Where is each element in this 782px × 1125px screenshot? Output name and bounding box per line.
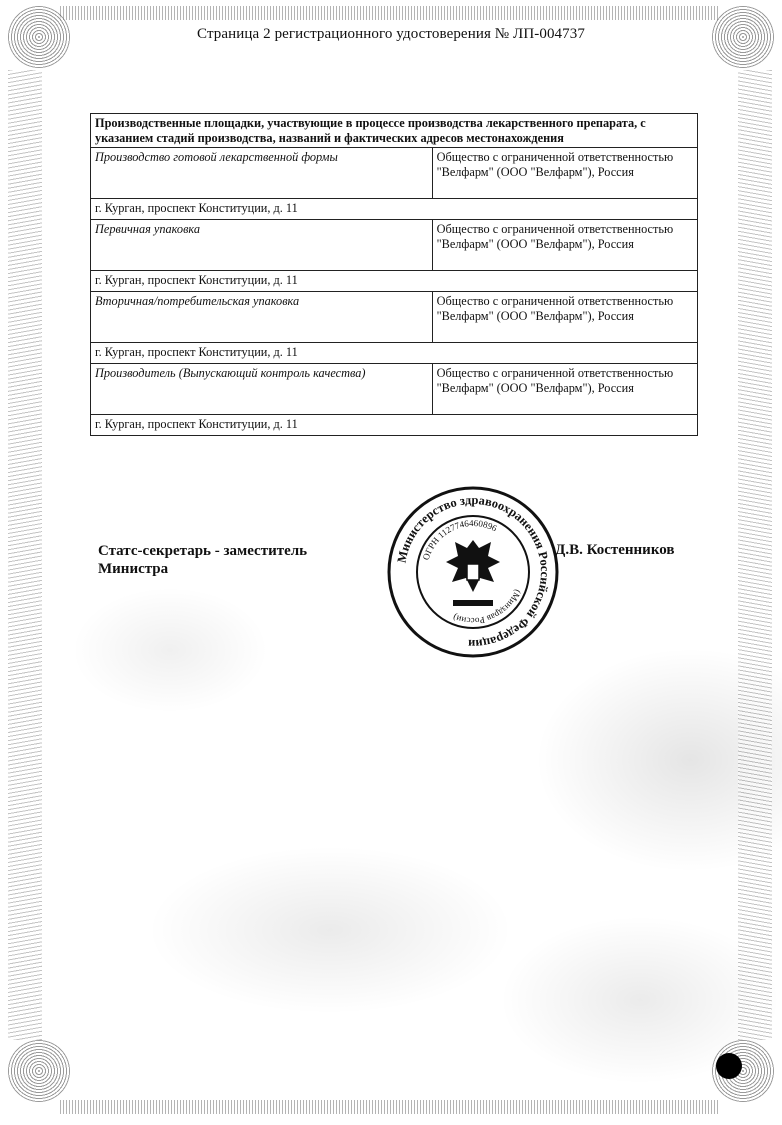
address-cell: г. Курган, проспект Конституции, д. 11 xyxy=(91,415,698,436)
table-heading: Производственные площадки, участвующие в процессе производства лекарственного препарата, с указанием стадий производства, названий и фактических адресов местонахождения xyxy=(91,114,698,148)
table-row xyxy=(91,148,698,199)
table-row xyxy=(91,364,698,415)
seal-ogrn-text: ОГРН 1127746460896 xyxy=(420,517,499,562)
table-row xyxy=(91,199,698,220)
address-cell: г. Курган, проспект Конституции, д. 11 xyxy=(91,343,698,364)
stage-cell: Первичная упаковка xyxy=(91,220,433,271)
ornamental-border-right xyxy=(738,70,772,1040)
table-row xyxy=(91,220,698,271)
svg-text:(Минздрав России) xyxy=(452,588,524,626)
corner-ornament-bottom-left xyxy=(8,1040,70,1102)
official-seal-stamp xyxy=(383,482,563,662)
ornamental-border-left xyxy=(8,70,42,1040)
table-row xyxy=(91,271,698,292)
table-row xyxy=(91,292,698,343)
organization-cell: Общество с ограниченной ответственностью "Велфарм" (ООО "Велфарм"), Россия xyxy=(432,292,697,343)
address-cell: г. Курган, проспект Конституции, д. 11 xyxy=(91,271,698,292)
ornamental-border-top xyxy=(60,6,720,20)
stage-cell: Производитель (Выпускающий контроль качества) xyxy=(91,364,433,415)
organization-cell: Общество с ограниченной ответственностью "Велфарм" (ООО "Велфарм"), Россия xyxy=(432,148,697,199)
production-sites-table xyxy=(90,113,698,436)
coat-of-arms-emblem xyxy=(446,540,500,606)
stage-cell: Вторичная/потребительская упаковка xyxy=(91,292,433,343)
address-cell: г. Курган, проспект Конституции, д. 11 xyxy=(91,199,698,220)
stage-cell: Производство готовой лекарственной формы xyxy=(91,148,433,199)
seal-inner-text: (Минздрав России) xyxy=(451,588,524,627)
black-dot-mark xyxy=(716,1053,742,1079)
signatory-title xyxy=(98,542,307,578)
seal-ring-text: Министерство здравоохранения Российской Федерации xyxy=(394,492,553,652)
organization-cell: Общество с ограниченной ответственностью "Велфарм" (ООО "Велфарм"), Россия xyxy=(432,364,697,415)
signatory-name: Д.В. Костенников xyxy=(555,542,675,558)
signatory-title-line2: Министра xyxy=(98,561,169,577)
organization-cell: Общество с ограниченной ответственностью "Велфарм" (ООО "Велфарм"), Россия xyxy=(432,220,697,271)
page-header: Страница 2 регистрационного удостоверения № ЛП-004737 xyxy=(197,26,585,42)
ornamental-border-bottom xyxy=(60,1100,720,1114)
table-row xyxy=(91,343,698,364)
table-row xyxy=(91,415,698,436)
signatory-title-line1: Статс-секретарь - заместитель xyxy=(98,543,308,559)
